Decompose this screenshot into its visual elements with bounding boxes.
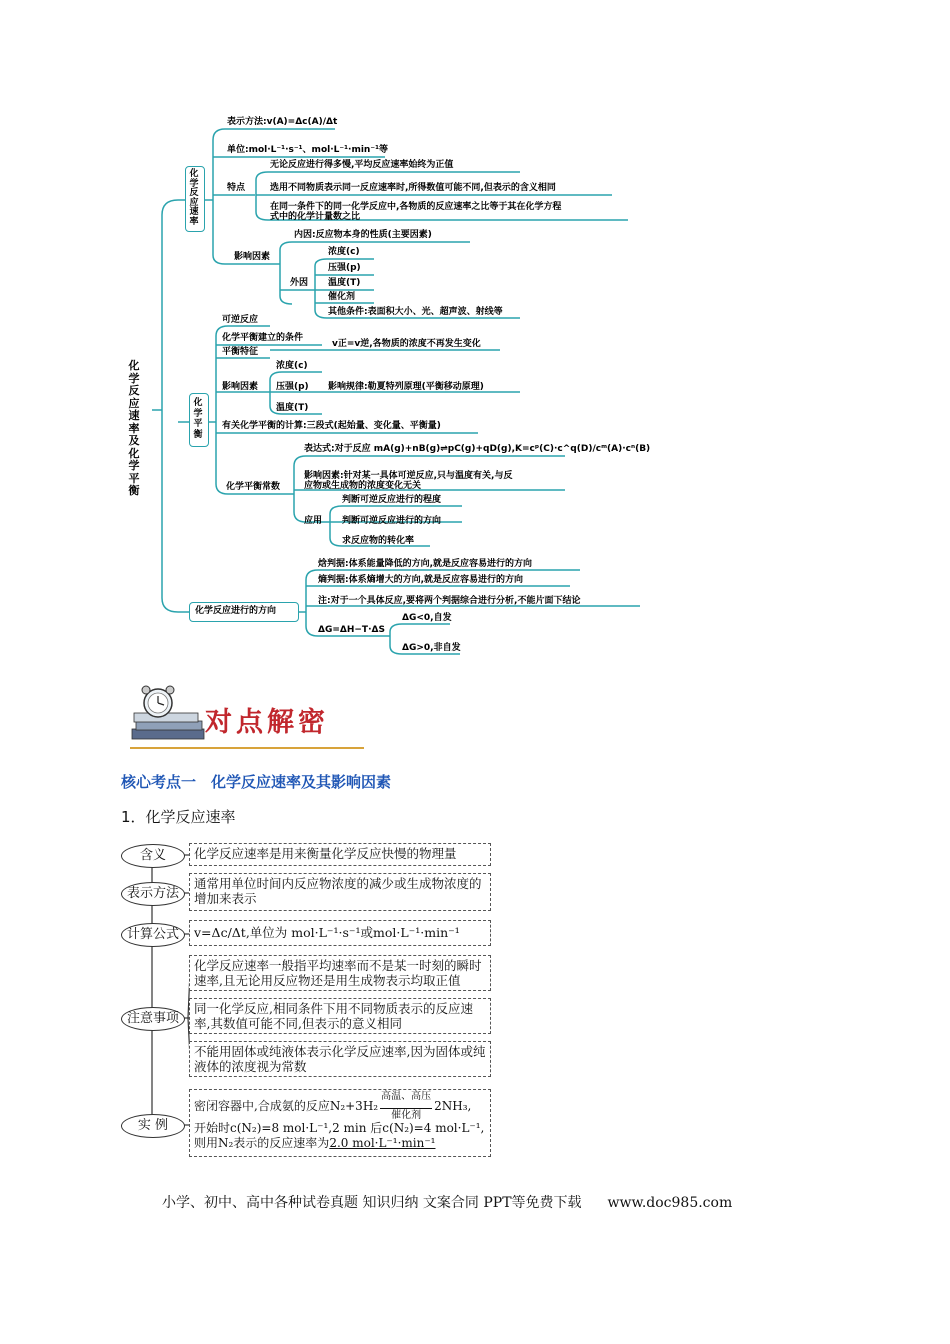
example-line-1a: 密闭容器中,合成氨的反应N₂+3H₂ <box>194 1099 379 1113</box>
example-cond-top: 高温、高压 <box>381 1090 432 1102</box>
eq-app-2: 判断可逆反应进行的方向 <box>342 516 442 526</box>
rate-feature-3b: 式中的化学计量数之比 <box>270 212 361 222</box>
footer <box>162 1192 732 1212</box>
section-title: 核心考点一 化学反应速率及其影响因素 <box>121 773 392 791</box>
label-method: 表示方法 <box>121 882 185 906</box>
equilibrium-label: 化学平衡 <box>193 398 203 440</box>
label-example: 实 例 <box>121 1114 185 1138</box>
rate-ext-2: 压强(p) <box>328 263 361 273</box>
note-box-3: 不能用固体或纯液体表示化学反应速率,因为固体或纯液体的浓度视为常数 <box>189 1041 491 1077</box>
rate-features-label: 特点 <box>227 183 246 193</box>
eq-feature-desc: v正=v逆,各物质的浓度不再发生变化 <box>332 339 481 349</box>
eq-constant-label: 化学平衡常数 <box>226 482 281 492</box>
rate-feature-3a: 在同一条件下的同一化学反应中,各物质的反应速率之比等于其在化学方程 <box>270 202 562 212</box>
method-box: 通常用单位时间内反应物浓度的减少或生成物浓度的增加来表示 <box>189 873 491 911</box>
example-line-1b: 2NH₃, <box>434 1099 472 1113</box>
meaning-box: 化学反应速率是用来衡量化学反应快慢的物理量 <box>189 843 491 866</box>
example-line-3a: 则用N₂表示的反应速率为 <box>194 1136 330 1150</box>
note-box-2: 同一化学反应,相同条件下用不同物质表示的反应速率,其数值可能不同,但表示的意义相同 <box>189 998 491 1034</box>
rate-unit: 单位:mol·L⁻¹·s⁻¹、mol·L⁻¹·min⁻¹等 <box>227 145 389 155</box>
footer-text: 小学、初中、高中各种试卷真题 知识归纳 文案合同 PPT等免费下载 <box>162 1195 582 1211</box>
equilibrium-arrow-icon <box>380 1108 432 1109</box>
eq-expression: 表达式:对于反应 mA(g)+nB(g)⇌pC(g)+qD(g),K=cᵖ(C)·c^q(D)/cᵐ(A)·cⁿ(B) <box>304 444 651 454</box>
eq-app-label: 应用 <box>304 516 323 526</box>
direction-2: 熵判据:体系熵增大的方向,就是反应容易进行的方向 <box>318 575 524 585</box>
direction-6: ΔG>0,非自发 <box>402 643 461 653</box>
direction-label: 化学反应进行的方向 <box>195 606 277 616</box>
rate-external-label: 外因 <box>290 278 309 288</box>
rate-internal: 内因:反应物本身的性质(主要因素) <box>294 230 432 240</box>
note-box-1: 化学反应速率一般指平均速率而不是某一时刻的瞬时速率,且无论用反应物还是用生成物表示均取正值 <box>189 955 491 991</box>
rate-factors-label: 影响因素 <box>234 252 271 262</box>
rate-feature-2: 选用不同物质表示同一反应速率时,所得数值可能不同,但表示的含义相同 <box>270 183 556 193</box>
example-line-2: 开始时c(N₂)=8 mol·L⁻¹,2 min 后c(N₂)=4 mol·L⁻¹, <box>194 1121 485 1135</box>
label-formula: 计算公式 <box>121 923 185 947</box>
eq-f3: 温度(T) <box>276 403 309 413</box>
eq-condition: 化学平衡建立的条件 <box>222 333 304 343</box>
eq-factors-label: 影响因素 <box>222 382 259 392</box>
direction-1: 焓判据:体系能量降低的方向,就是反应容易进行的方向 <box>318 559 533 569</box>
label-meaning: 含义 <box>121 844 185 868</box>
direction-4: ΔG=ΔH−T·ΔS <box>318 625 385 635</box>
eq-factor-a: 影响因素:针对某一具体可逆反应,只与温度有关,与反 <box>304 471 513 481</box>
eq-calc: 有关化学平衡的计算:三段式(起始量、变化量、平衡量) <box>222 421 441 431</box>
label-notes: 注意事项 <box>121 1007 185 1031</box>
example-answer: 2.0 mol·L⁻¹·min⁻¹ <box>329 1136 436 1150</box>
rate-ext-5: 其他条件:表面积大小、光、超声波、射线等 <box>328 307 503 317</box>
rate-ext-3: 温度(T) <box>328 278 361 288</box>
rate-ext-1: 浓度(c) <box>328 247 360 257</box>
eq-reversible: 可逆反应 <box>222 315 259 325</box>
banner-title: 对点解密 <box>205 707 329 738</box>
rate-label: 化学反应速率 <box>189 169 199 227</box>
formula-box: v=Δc/Δt,单位为 mol·L⁻¹·s⁻¹或mol·L⁻¹·min⁻¹ <box>189 920 491 946</box>
example-box <box>189 1089 491 1157</box>
example-cond-bottom: 催化剂 <box>391 1109 422 1121</box>
direction-3: 注:对于一个具体反应,要将两个判据综合进行分析,不能片面下结论 <box>318 596 581 606</box>
root-label: 化学反应速率及化学平衡 <box>128 359 140 497</box>
rate-feature-1: 无论反应进行得多慢,平均反应速率始终为正值 <box>270 160 454 170</box>
eq-app-3: 求反应物的转化率 <box>342 536 415 546</box>
eq-f2: 压强(p) <box>276 382 309 392</box>
eq-f1: 浓度(c) <box>276 361 308 371</box>
eq-feature: 平衡特征 <box>222 347 259 357</box>
eq-law: 影响规律:勒夏特列原理(平衡移动原理) <box>328 382 484 392</box>
footer-url[interactable]: www.doc985.com <box>607 1195 733 1211</box>
eq-factor-b: 应物或生成物的浓度变化无关 <box>304 481 422 491</box>
rate-formula: 表示方法:v(A)=Δc(A)/Δt <box>227 117 338 127</box>
sub-title: 1．化学反应速率 <box>121 808 236 826</box>
eq-app-1: 判断可逆反应进行的程度 <box>342 495 442 505</box>
direction-5: ΔG<0,自发 <box>402 613 452 623</box>
rate-ext-4: 催化剂 <box>328 292 356 302</box>
